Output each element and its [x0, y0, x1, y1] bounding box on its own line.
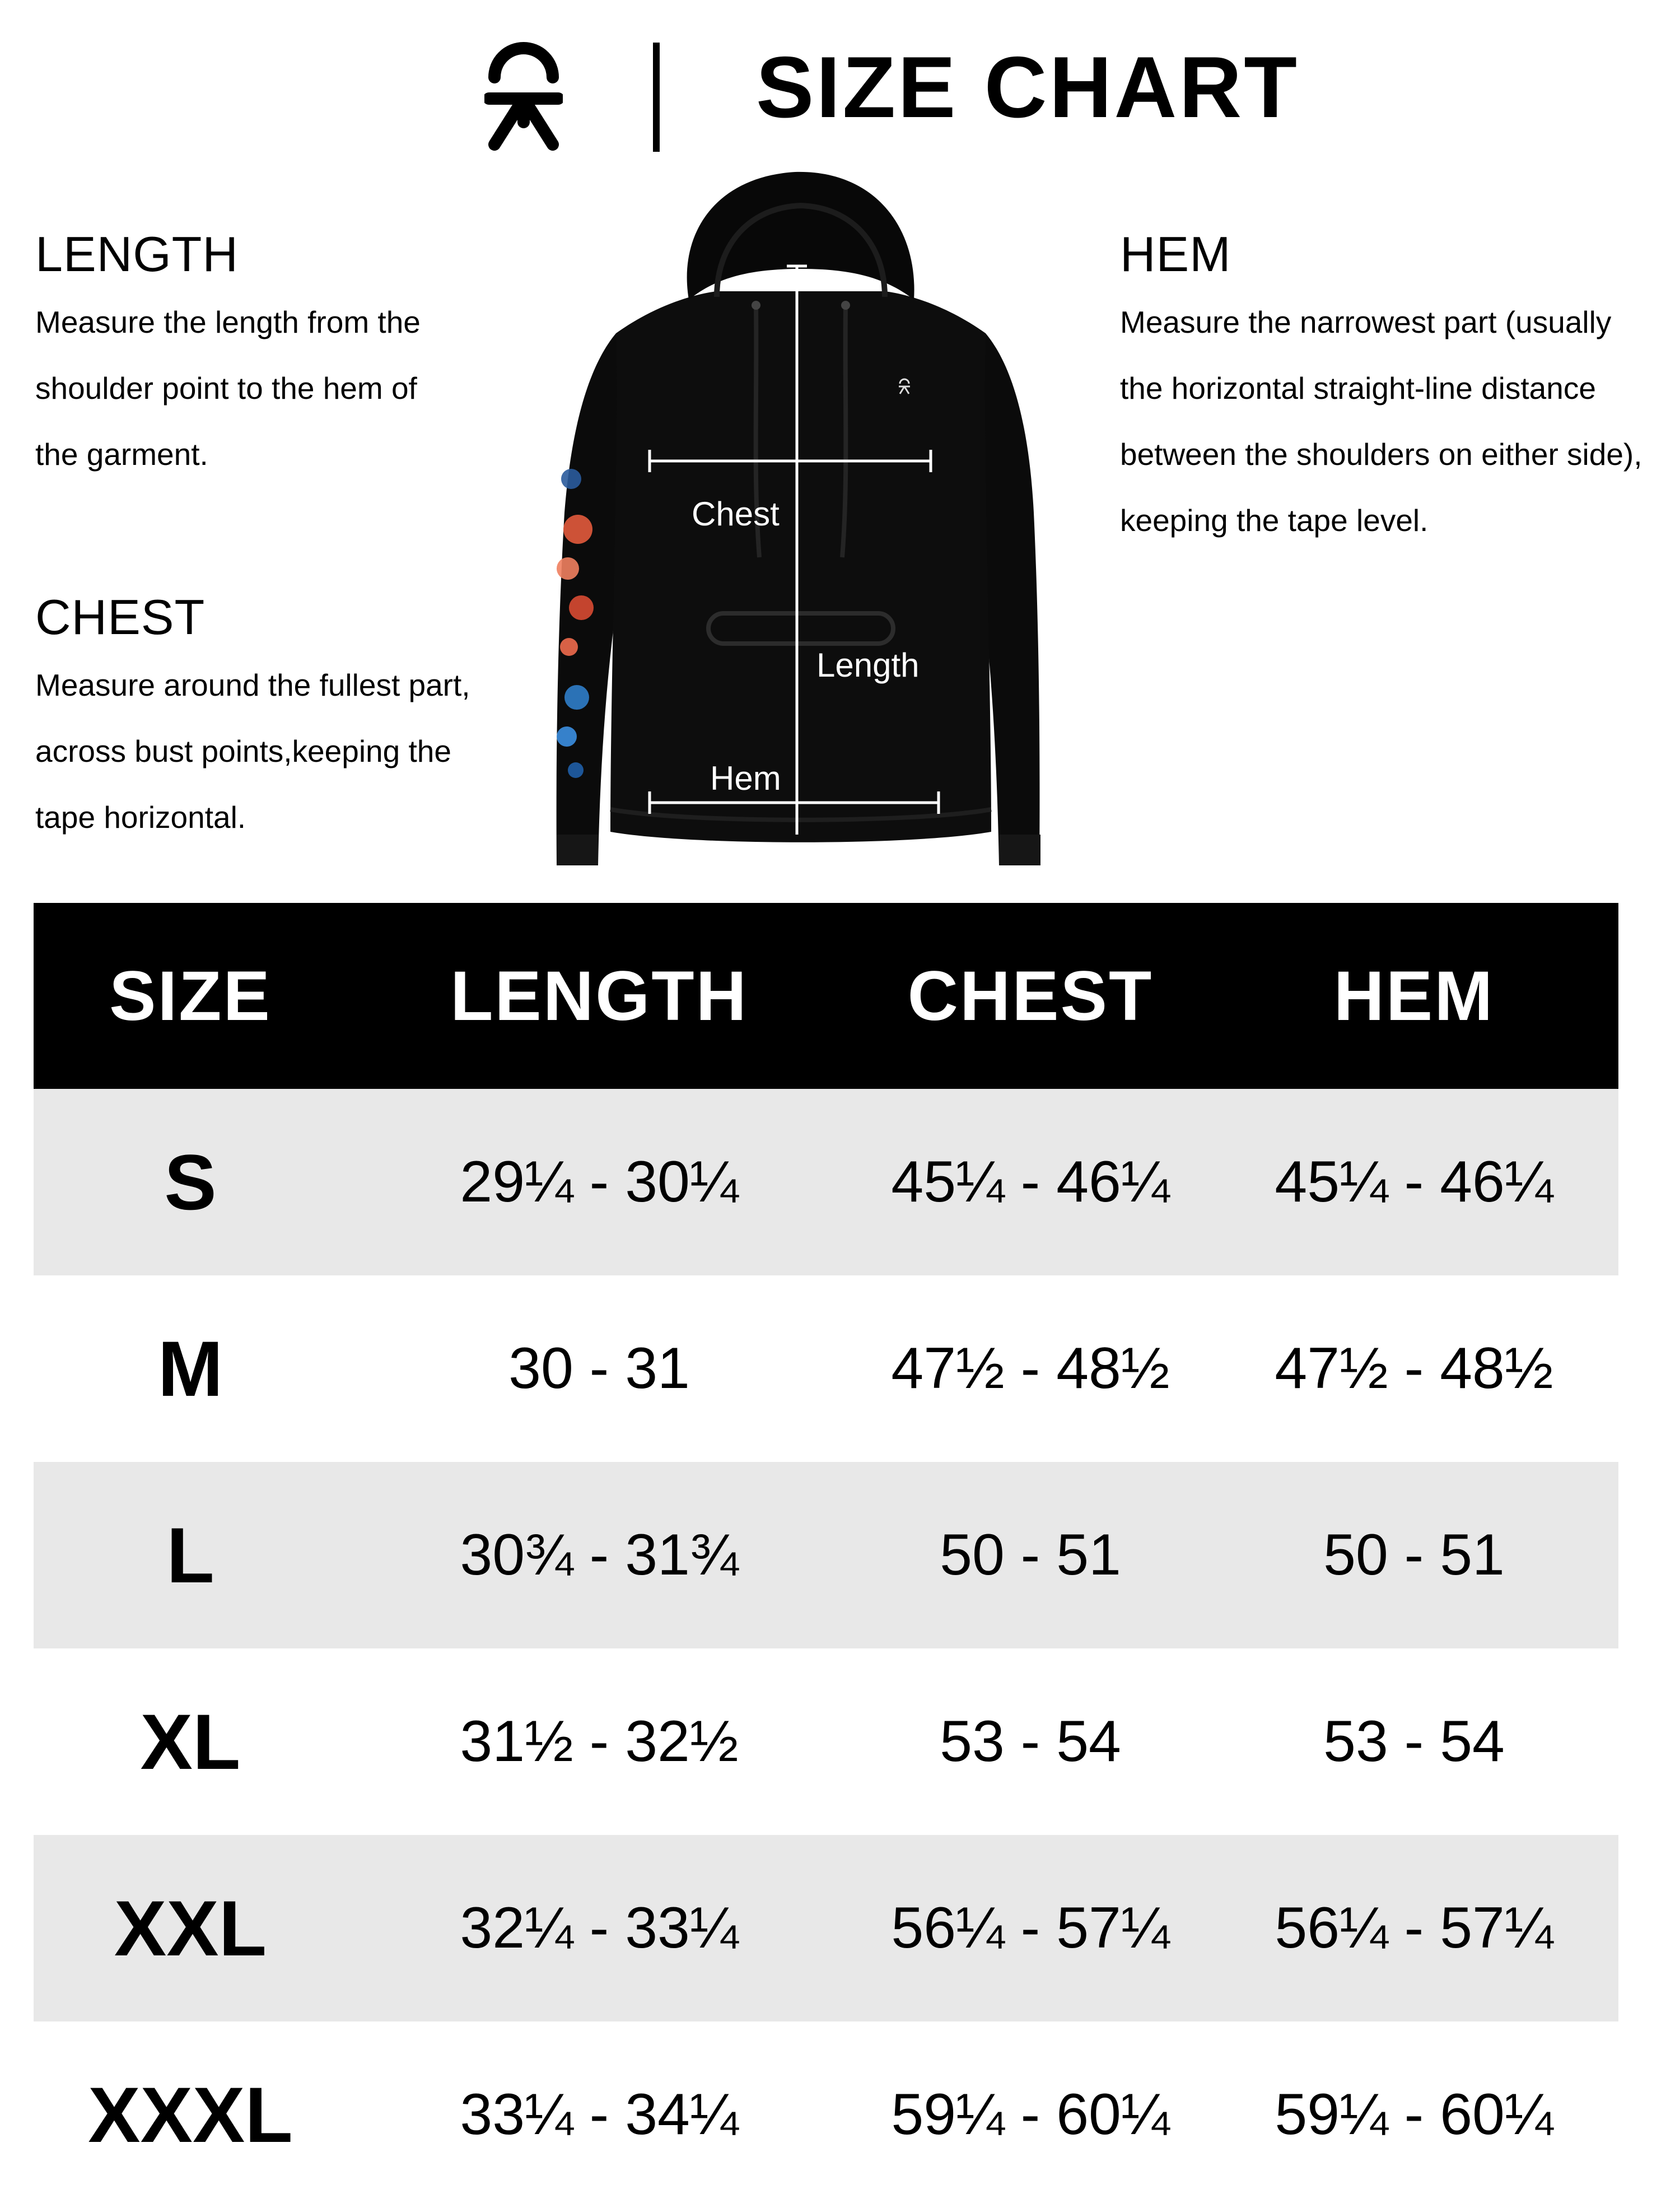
chest-instructions	[35, 589, 528, 850]
length-heading: LENGTH	[35, 226, 239, 282]
chest-cell: 59¼ - 60¼	[891, 2082, 1170, 2147]
length-cell: 29¼ - 30¼	[460, 1149, 739, 1214]
size-cell: L	[166, 1511, 214, 1599]
chest-line: Measure around the fullest part,	[35, 668, 470, 702]
hem-instructions	[1120, 226, 1674, 553]
jacket-body	[610, 291, 991, 842]
table-row	[34, 1275, 1618, 1462]
length-line: Measure the length from the	[35, 305, 421, 339]
jacket-illustration	[549, 165, 1053, 877]
header-hem: HEM	[1333, 957, 1495, 1035]
header-chest: CHEST	[907, 957, 1154, 1035]
length-cell: 30 - 31	[508, 1336, 690, 1401]
length-cell: 31½ - 32½	[460, 1709, 739, 1774]
chest-cell: 50 - 51	[940, 1522, 1121, 1587]
page-title: SIZE CHART	[756, 39, 1299, 136]
table-row	[34, 2021, 1618, 2208]
table-row	[34, 1462, 1618, 1648]
hem-heading: HEM	[1120, 226, 1231, 282]
hem-line: the horizontal straight-line distance	[1120, 371, 1596, 406]
length-line: shoulder point to the hem of	[35, 371, 417, 406]
chest-line: tape horizontal.	[35, 800, 246, 835]
hem-cell: 45¼ - 46¼	[1275, 1149, 1553, 1214]
chest-cell: 47½ - 48½	[891, 1336, 1170, 1401]
size-cell: XL	[140, 1697, 241, 1786]
size-cell: M	[157, 1324, 223, 1413]
length-measure-label: Length	[816, 646, 920, 684]
hem-line: between the shoulders on either side),	[1120, 437, 1642, 472]
size-cell: XXL	[114, 1884, 267, 1972]
size-table	[34, 903, 1618, 2208]
table-row	[34, 1089, 1618, 1275]
chest-heading: CHEST	[35, 589, 206, 645]
length-cell: 33¼ - 34¼	[460, 2082, 739, 2147]
hem-line: Measure the narrowest part (usually	[1120, 305, 1612, 339]
chest-cell: 53 - 54	[940, 1709, 1121, 1774]
hem-cell: 53 - 54	[1323, 1709, 1505, 1774]
size-cell: XXXL	[88, 2070, 293, 2159]
header-divider	[653, 43, 660, 152]
table-header-row	[34, 903, 1618, 1089]
table-row	[34, 1835, 1618, 2021]
chest-measure-label: Chest	[692, 495, 780, 533]
hem-cell: 59¼ - 60¼	[1275, 2082, 1553, 2147]
hem-cell: 56¼ - 57¼	[1275, 1895, 1553, 1960]
length-line: the garment.	[35, 437, 208, 472]
table-row	[34, 1648, 1618, 1835]
size-cell: S	[164, 1138, 217, 1226]
chest-cell: 45¼ - 46¼	[891, 1149, 1170, 1214]
chest-line: across bust points,keeping the	[35, 734, 451, 768]
header-length: LENGTH	[450, 957, 748, 1035]
brand-logo	[484, 38, 563, 156]
length-instructions	[35, 226, 528, 487]
hem-cell: 50 - 51	[1323, 1522, 1505, 1587]
header-size: SIZE	[109, 957, 272, 1035]
chest-cell: 56¼ - 57¼	[891, 1895, 1170, 1960]
hem-measure-label: Hem	[710, 760, 781, 797]
length-cell: 30¾ - 31¾	[460, 1522, 739, 1587]
hem-cell: 47½ - 48½	[1275, 1336, 1553, 1401]
length-cell: 32¼ - 33¼	[460, 1895, 739, 1960]
hood	[687, 172, 914, 300]
hem-line: keeping the tape level.	[1120, 503, 1429, 538]
